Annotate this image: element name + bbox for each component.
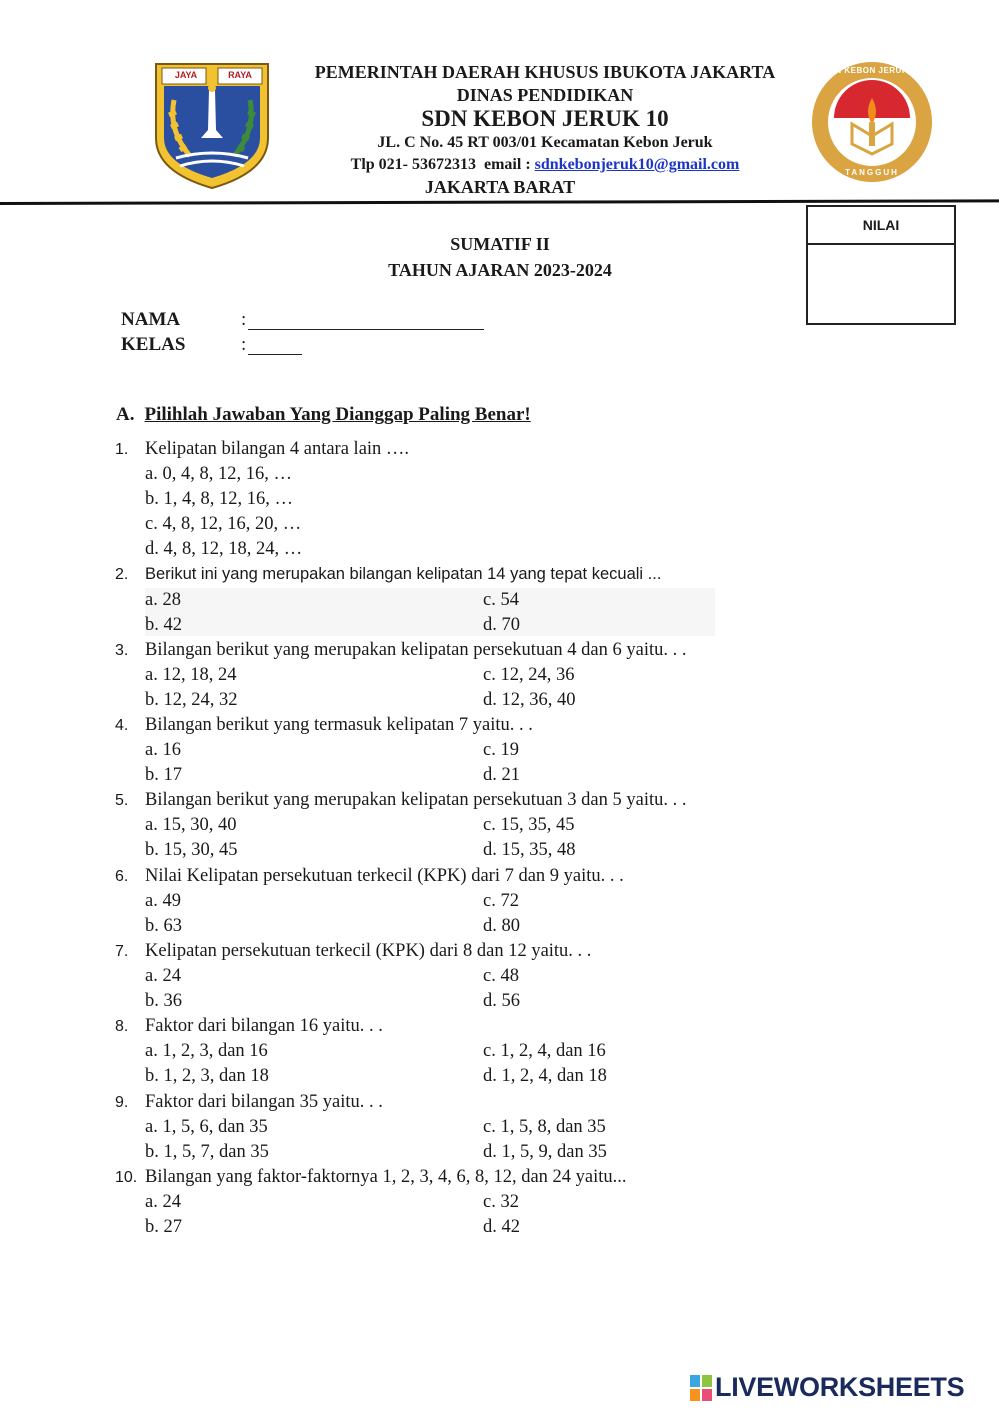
answer-option[interactable]: d. 80 bbox=[483, 916, 520, 936]
name-input-line[interactable] bbox=[248, 329, 484, 330]
exam-title: SUMATIF II bbox=[450, 234, 550, 254]
section-letter: A. bbox=[116, 404, 135, 425]
header-address: JL. C No. 45 RT 003/01 Kecamatan Kebon Jeruk bbox=[377, 134, 713, 151]
header-city: JAKARTA BARAT bbox=[424, 177, 576, 197]
brand-name: LIVEWORKSHEETS bbox=[715, 1372, 965, 1402]
answer-option[interactable]: c. 72 bbox=[483, 891, 519, 911]
answer-option[interactable]: d. 4, 8, 12, 18, 24, … bbox=[145, 539, 303, 559]
header-school-name: SDN KEBON JERUK 10 bbox=[421, 106, 669, 131]
answer-option[interactable]: c. 12, 24, 36 bbox=[483, 665, 575, 685]
name-label: NAMA bbox=[121, 309, 181, 330]
answer-option[interactable]: a. 12, 18, 24 bbox=[145, 665, 237, 685]
question-text: Kelipatan bilangan 4 antara lain …. bbox=[145, 439, 410, 459]
liveworksheets-icon bbox=[690, 1375, 712, 1401]
answer-option[interactable]: d. 1, 5, 9, dan 35 bbox=[483, 1142, 607, 1162]
answer-option[interactable]: b. 42 bbox=[145, 615, 182, 635]
question-number: 3. bbox=[115, 642, 129, 659]
question-text: Bilangan berikut yang merupakan kelipatan persekutuan 4 dan 6 yaitu. . . bbox=[145, 640, 687, 660]
question-number: 6. bbox=[115, 868, 129, 885]
answer-option[interactable]: a. 16 bbox=[145, 740, 181, 760]
class-label: KELAS bbox=[121, 334, 186, 355]
question-2-shading bbox=[145, 588, 715, 636]
emblem-motto-left: JAYA bbox=[174, 70, 198, 80]
question-text: Faktor dari bilangan 16 yaitu. . . bbox=[145, 1016, 383, 1036]
section-instruction: Pilihlah Jawaban Yang Dianggap Paling Benar! bbox=[144, 404, 531, 425]
question-text: Bilangan berikut yang merupakan kelipatan persekutuan 3 dan 5 yaitu. . . bbox=[145, 790, 687, 810]
question-text: Berikut ini yang merupakan bilangan kelipatan 14 yang tepat kecuali ... bbox=[145, 565, 662, 583]
answer-option[interactable]: c. 54 bbox=[483, 590, 519, 610]
answer-option[interactable]: a. 15, 30, 40 bbox=[145, 815, 237, 835]
answer-option[interactable]: b. 1, 4, 8, 12, 16, … bbox=[145, 489, 293, 509]
school-logo-bottom-text: TANGGUH bbox=[845, 168, 899, 177]
exam-year: TAHUN AJARAN 2023-2024 bbox=[388, 260, 612, 280]
header-department: DINAS PENDIDIKAN bbox=[456, 85, 634, 105]
question-number: 10. bbox=[115, 1169, 138, 1186]
answer-option[interactable]: c. 15, 35, 45 bbox=[483, 815, 575, 835]
answer-option[interactable]: c. 48 bbox=[483, 966, 519, 986]
answer-option[interactable]: a. 28 bbox=[145, 590, 181, 610]
emblem-motto-right: RAYA bbox=[228, 70, 252, 80]
answer-option[interactable]: d. 1, 2, 4, dan 18 bbox=[483, 1066, 607, 1086]
question-number: 5. bbox=[115, 792, 129, 809]
answer-option[interactable]: d. 42 bbox=[483, 1217, 520, 1237]
school-logo-top-text: SDN KEBON JERUK 10 bbox=[823, 66, 921, 75]
question-number: 4. bbox=[115, 717, 129, 734]
question-text: Faktor dari bilangan 35 yaitu. . . bbox=[145, 1092, 383, 1112]
name-colon: : bbox=[241, 309, 247, 330]
question-text: Bilangan yang faktor-faktornya 1, 2, 3, 4, 6, 8, 12, dan 24 yaitu... bbox=[145, 1167, 627, 1187]
question-number: 1. bbox=[115, 441, 129, 458]
answer-option[interactable]: b. 27 bbox=[145, 1217, 182, 1237]
answer-option[interactable]: b. 63 bbox=[145, 916, 182, 936]
question-number: 2. bbox=[115, 566, 129, 583]
answer-option[interactable]: a. 0, 4, 8, 12, 16, … bbox=[145, 464, 292, 484]
answer-option[interactable]: a. 49 bbox=[145, 891, 181, 911]
answer-option[interactable]: c. 1, 2, 4, dan 16 bbox=[483, 1041, 606, 1061]
liveworksheets-brand[interactable] bbox=[690, 1372, 964, 1403]
header-government: PEMERINTAH DAERAH KHUSUS IBUKOTA JAKARTA bbox=[314, 62, 776, 82]
answer-option[interactable]: b. 12, 24, 32 bbox=[145, 690, 238, 710]
question-text: Bilangan berikut yang termasuk kelipatan 7 yaitu. . . bbox=[145, 715, 533, 735]
class-colon: : bbox=[241, 334, 247, 355]
answer-option[interactable]: d. 15, 35, 48 bbox=[483, 840, 576, 860]
answer-option[interactable]: b. 15, 30, 45 bbox=[145, 840, 238, 860]
answer-option[interactable]: a. 24 bbox=[145, 1192, 181, 1212]
answer-option[interactable]: d. 56 bbox=[483, 991, 520, 1011]
answer-option[interactable]: b. 1, 5, 7, dan 35 bbox=[145, 1142, 269, 1162]
question-number: 8. bbox=[115, 1018, 129, 1035]
question-text: Kelipatan persekutuan terkecil (KPK) dari 8 dan 12 yaitu. . . bbox=[145, 941, 592, 961]
answer-option[interactable]: d. 21 bbox=[483, 765, 520, 785]
answer-option[interactable]: a. 1, 5, 6, dan 35 bbox=[145, 1117, 268, 1137]
email-link[interactable]: sdnkebonjeruk10@gmail.com bbox=[534, 156, 740, 173]
question-number: 7. bbox=[115, 943, 129, 960]
answer-option[interactable]: c. 4, 8, 12, 16, 20, … bbox=[145, 514, 302, 534]
answer-option[interactable]: d. 70 bbox=[483, 615, 520, 635]
answer-option[interactable]: b. 17 bbox=[145, 765, 182, 785]
answer-option[interactable]: c. 1, 5, 8, dan 35 bbox=[483, 1117, 606, 1137]
answer-option[interactable]: b. 36 bbox=[145, 991, 182, 1011]
answer-option[interactable]: d. 12, 36, 40 bbox=[483, 690, 576, 710]
answer-option[interactable]: a. 1, 2, 3, dan 16 bbox=[145, 1041, 268, 1061]
question-number: 9. bbox=[115, 1094, 129, 1111]
header-phone: Tlp 021- 53672313 email : bbox=[350, 156, 535, 173]
header-contact bbox=[230, 156, 860, 174]
answer-option[interactable]: c. 32 bbox=[483, 1192, 519, 1212]
section-heading bbox=[116, 404, 531, 426]
class-input-line[interactable] bbox=[248, 354, 302, 355]
answer-option[interactable]: b. 1, 2, 3, dan 18 bbox=[145, 1066, 269, 1086]
answer-option[interactable]: c. 19 bbox=[483, 740, 519, 760]
score-box-label: NILAI bbox=[808, 207, 954, 245]
question-text: Nilai Kelipatan persekutuan terkecil (KPK) dari 7 dan 9 yaitu. . . bbox=[145, 866, 624, 886]
answer-option[interactable]: a. 24 bbox=[145, 966, 181, 986]
score-box[interactable] bbox=[806, 205, 956, 325]
